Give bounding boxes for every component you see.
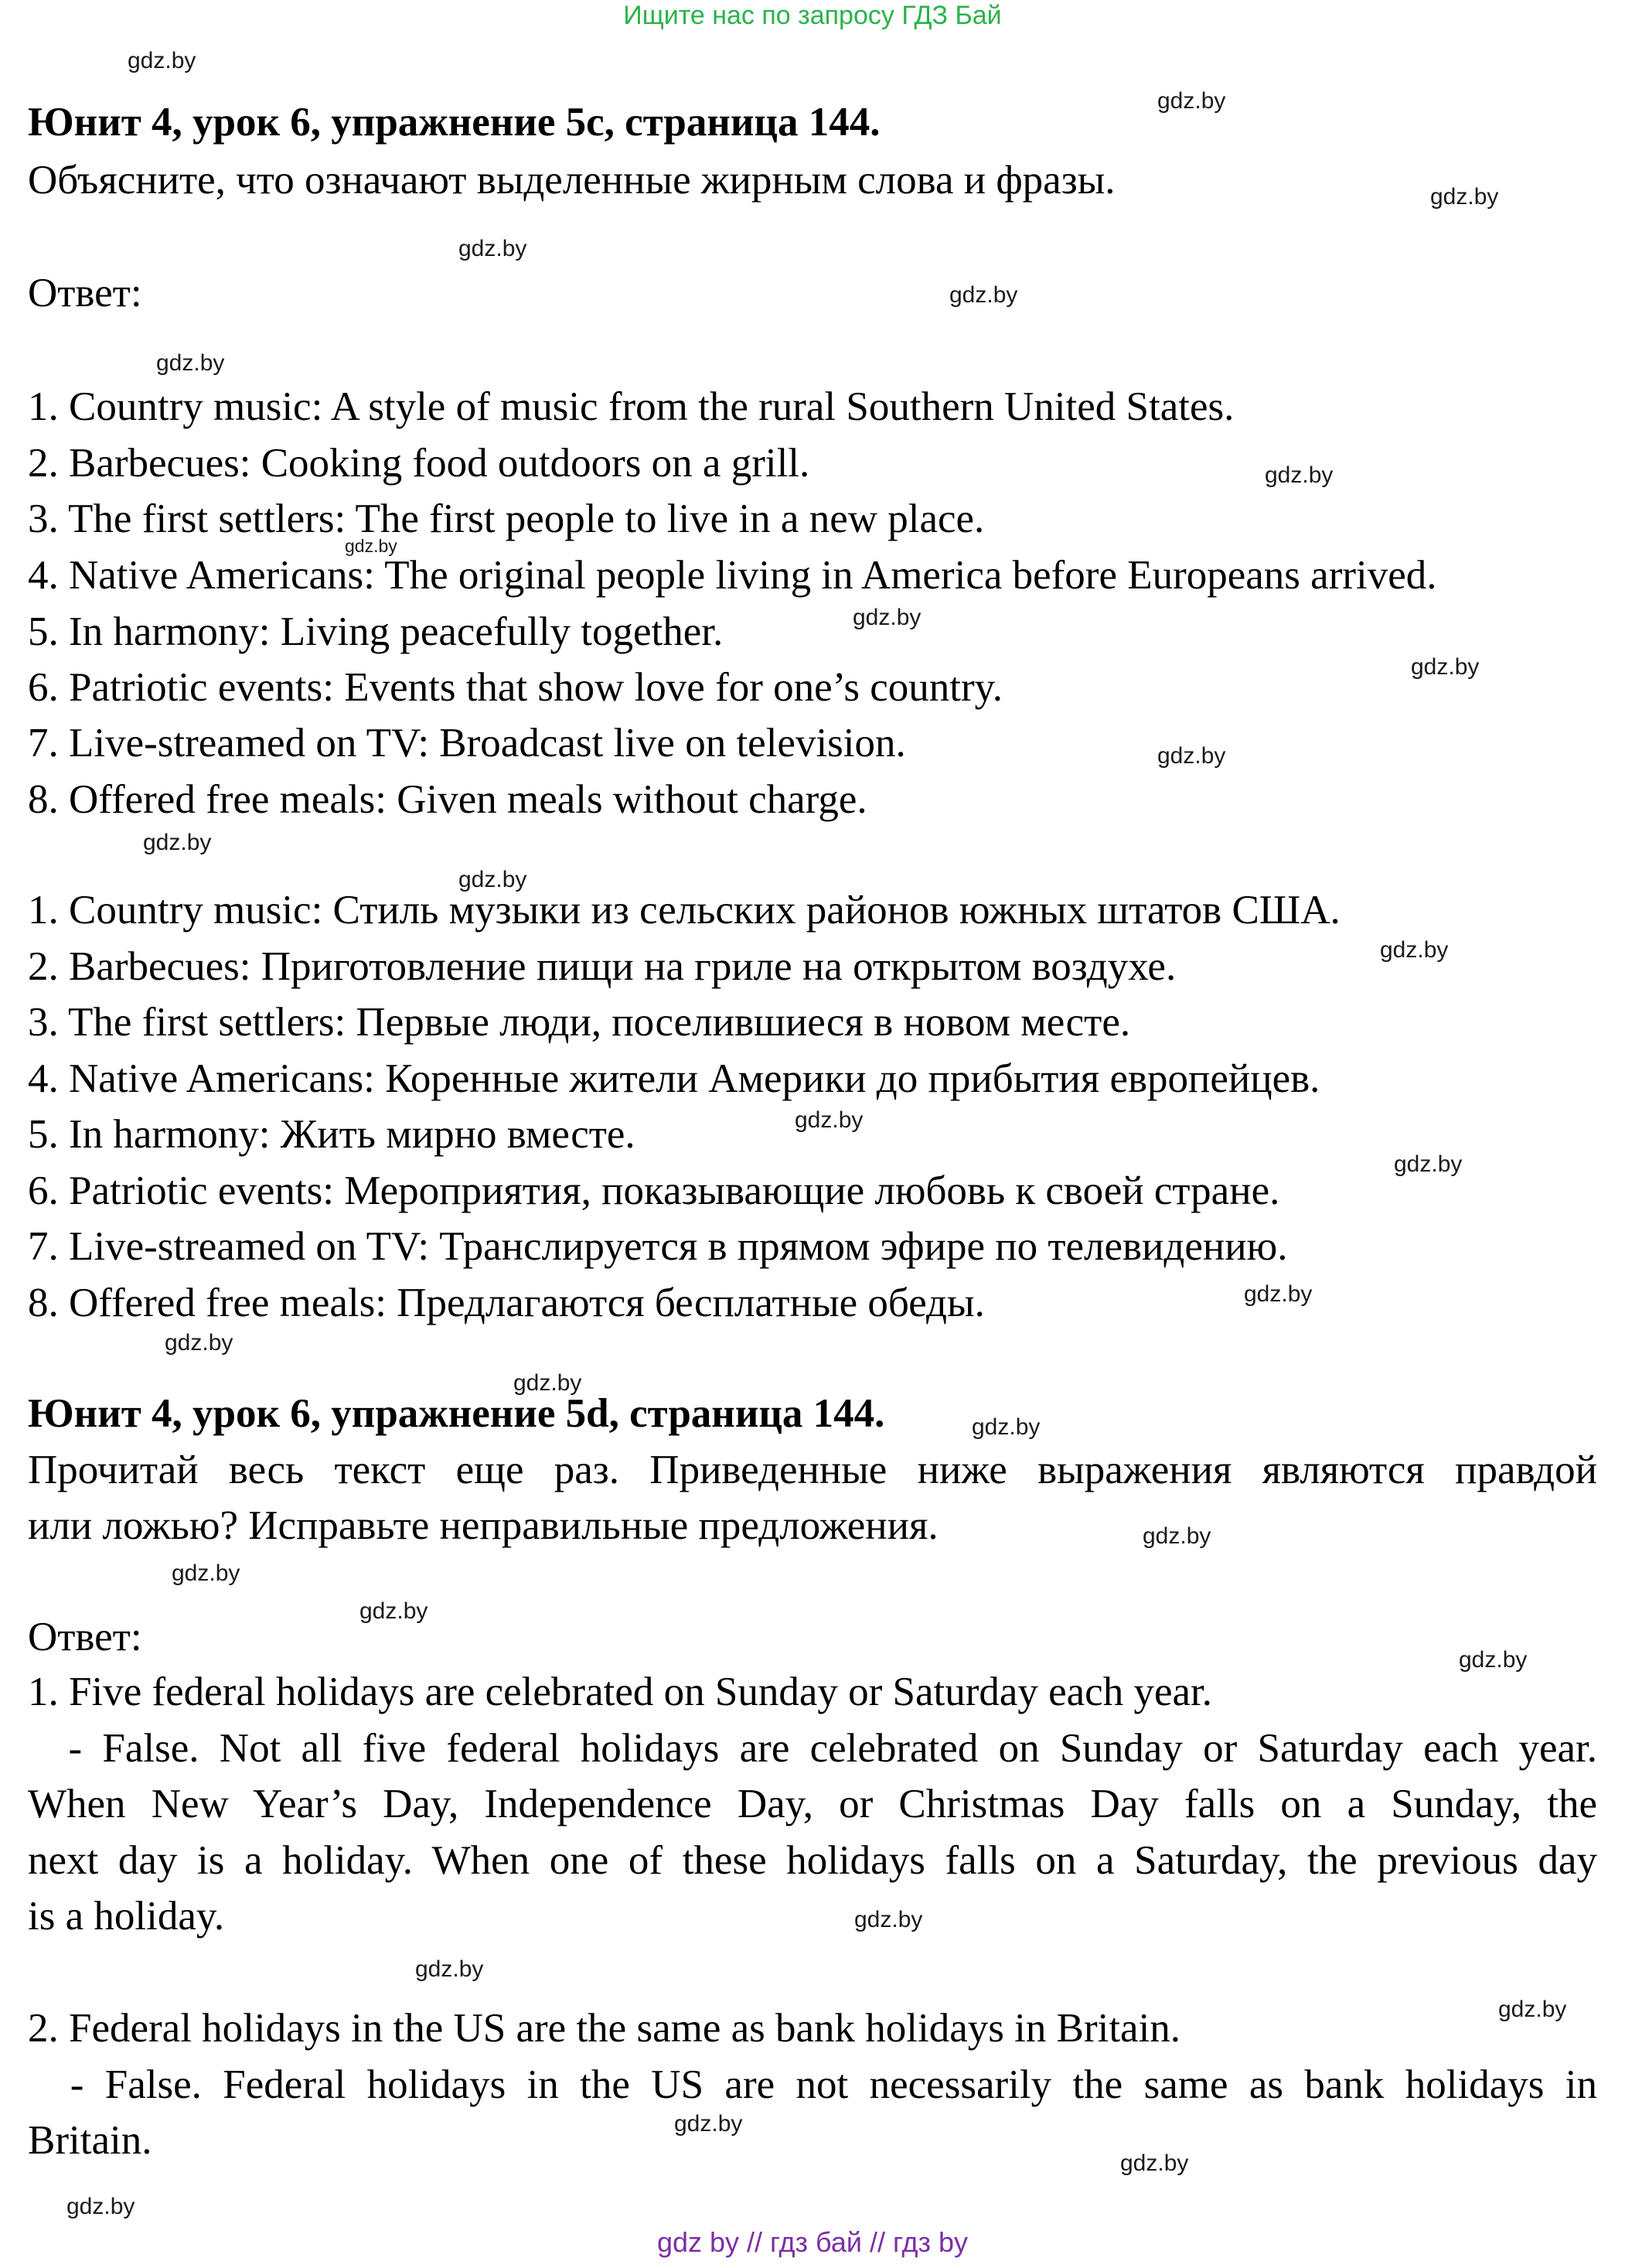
watermark: gdz.by xyxy=(1120,2150,1189,2176)
watermark: gdz.by xyxy=(66,2194,135,2219)
watermark: gdz.by xyxy=(143,830,212,855)
answer-2-line: Britain. xyxy=(28,2118,152,2163)
watermark: gdz.by xyxy=(854,1907,923,1932)
search-hint-header: Ищите нас по запросу ГДЗ Бай xyxy=(623,1,1002,30)
english-item: 3. The first settlers: The first people to live in a new place. xyxy=(28,496,985,541)
exercise-5c-task: Объясните, что означают выделенные жирным слова и фразы. xyxy=(28,158,1116,203)
russian-item: 1. Country music: Стиль музыки из сельских районов южных штатов США. xyxy=(28,888,1341,933)
exercise-5d-title: Юнит 4, урок 6, упражнение 5d, страница 144. xyxy=(28,1391,885,1436)
watermark: gdz.by xyxy=(1143,1523,1211,1549)
english-item: 1. Country music: A style of music from the rural Southern United States. xyxy=(28,384,1235,429)
watermark: gdz.by xyxy=(156,350,225,376)
watermark: gdz.by xyxy=(1157,88,1226,114)
watermark: gdz.by xyxy=(1411,654,1480,680)
watermark: gdz.by xyxy=(949,282,1018,308)
watermark: gdz.by xyxy=(128,48,196,73)
watermark: gdz.by xyxy=(1157,743,1226,769)
watermark: gdz.by xyxy=(458,236,527,261)
watermark: gdz.by xyxy=(853,605,922,630)
english-item: 2. Barbecues: Cooking food outdoors on a grill. xyxy=(28,441,810,486)
watermark: gdz.by xyxy=(458,867,527,892)
watermark: gdz.by xyxy=(172,1560,240,1586)
watermark: gdz.by xyxy=(1265,462,1334,488)
russian-item: 3. The first settlers: Первые люди, поселившиеся в новом месте. xyxy=(28,1000,1131,1045)
question-1: 1. Five federal holidays are celebrated on Sunday or Saturday each year. xyxy=(28,1669,1212,1714)
english-item: 6. Patriotic events: Events that show love for one’s country. xyxy=(28,665,1003,710)
watermark: gdz.by xyxy=(1244,1281,1313,1307)
answer-1-line: - False. Not all five federal holidays are celebrated on Sunday or Saturday each year. xyxy=(28,1726,1597,1771)
english-item: 5. In harmony: Living peacefully together. xyxy=(28,609,724,654)
watermark: gdz.by xyxy=(1498,1997,1567,2022)
russian-item: 8. Offered free meals: Предлагаются бесплатные обеды. xyxy=(28,1281,985,1325)
watermark: gdz.by xyxy=(1459,1647,1528,1673)
watermark: gdz.by xyxy=(513,1370,582,1396)
russian-item: 7. Live-streamed on TV: Транслируется в прямом эфире по телевидению. xyxy=(28,1224,1288,1269)
watermark: gdz.by xyxy=(674,2111,743,2137)
exercise-5d-answer-label: Ответ: xyxy=(28,1615,142,1659)
answer-1-line: When New Year’s Day, Independence Day, or Christmas Day falls on a Sunday, the xyxy=(28,1782,1597,1826)
watermark: gdz.by xyxy=(1430,184,1499,210)
watermark: gdz.by xyxy=(165,1330,233,1356)
watermark: gdz.by xyxy=(1394,1151,1463,1177)
exercise-5d-task-line: Прочитай весь текст еще раз. Приведенные ниже выражения являются правдой xyxy=(28,1448,1597,1492)
exercise-5c-answer-label: Ответ: xyxy=(28,271,142,315)
russian-item: 5. In harmony: Жить мирно вместе. xyxy=(28,1112,635,1157)
watermark: gdz.by xyxy=(1380,937,1449,963)
russian-item: 2. Barbecues: Приготовление пищи на гриле на открытом воздухе. xyxy=(28,944,1177,989)
english-item: 7. Live-streamed on TV: Broadcast live on television. xyxy=(28,721,906,766)
exercise-5c-title: Юнит 4, урок 6, упражнение 5с, страница 144. xyxy=(28,100,881,145)
watermark: gdz.by xyxy=(972,1414,1041,1440)
question-2: 2. Federal holidays in the US are the same as bank holidays in Britain. xyxy=(28,2006,1181,2051)
answer-2-line: - False. Federal holidays in the US are not necessarily the same as bank holidays in xyxy=(28,2062,1597,2107)
watermark: gdz.by xyxy=(359,1598,428,1624)
watermark: gdz.by xyxy=(795,1107,864,1133)
exercise-5d-task-line: или ложью? Исправьте неправильные предложения. xyxy=(28,1503,939,1548)
russian-item: 6. Patriotic events: Мероприятия, показывающие любовь к своей стране. xyxy=(28,1168,1280,1213)
english-item: 8. Offered free meals: Given meals without charge. xyxy=(28,777,867,822)
footer-links: gdz by // гдз бай // гдз by xyxy=(656,2226,969,2258)
russian-item: 4. Native Americans: Коренные жители Америки до прибытия европейцев. xyxy=(28,1056,1320,1101)
watermark: gdz.by xyxy=(345,536,397,556)
watermark: gdz.by xyxy=(415,1956,484,1982)
english-item: 4. Native Americans: The original people living in America before Europeans arrived. xyxy=(28,553,1437,598)
answer-1-line: is a holiday. xyxy=(28,1894,225,1939)
answer-1-line: next day is a holiday. When one of these holidays falls on a Saturday, the previous day xyxy=(28,1838,1597,1883)
